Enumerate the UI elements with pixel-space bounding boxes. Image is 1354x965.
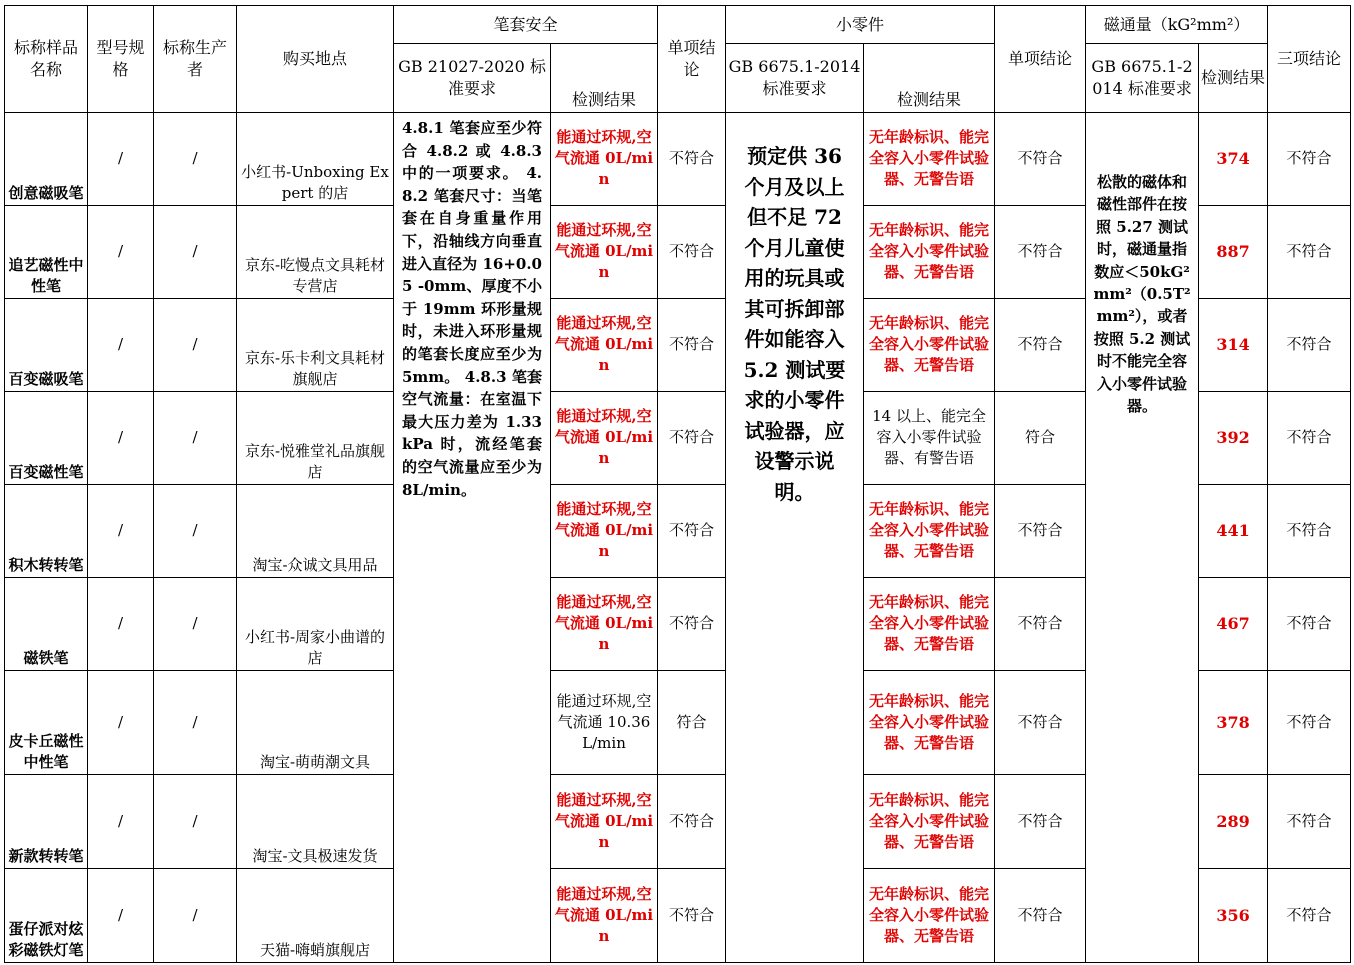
manufacturer-cell: / — [154, 775, 237, 869]
three-conclusion-cell: 不符合 — [1268, 670, 1351, 774]
header-small-parts: 小零件 — [726, 6, 995, 44]
small-parts-result-cell: 无年龄标识、能完全容入小零件试验器、无警告语 — [864, 868, 995, 962]
purchase-place-cell: 京东-悦雅堂礼品旗舰店 — [237, 391, 394, 484]
manufacturer-cell: / — [154, 298, 237, 391]
magnetic-flux-value-cell: 356 — [1199, 868, 1268, 962]
purchase-place-cell: 小红书-周家小曲谱的店 — [237, 577, 394, 670]
magnetic-flux-value-cell: 378 — [1199, 670, 1268, 774]
magnetic-requirement-cell: 松散的磁体和磁性部件在按照 5.27 测试时，磁通量指数应＜50kG²mm²（0.5T²mm²），或者按照 5.2 测试时不能完全容入小零件试验器。 — [1086, 113, 1199, 963]
magnetic-flux-value-cell: 887 — [1199, 205, 1268, 298]
magnetic-flux-value-cell: 374 — [1199, 113, 1268, 206]
manufacturer-cell: / — [154, 868, 237, 962]
header-magnetic-flux: 磁通量（kG²mm²） — [1086, 6, 1268, 44]
manufacturer-cell: / — [154, 577, 237, 670]
single-conclusion-2-cell: 不符合 — [995, 577, 1086, 670]
magnetic-flux-value-cell: 289 — [1199, 775, 1268, 869]
header-magnetic-standard: GB 6675.1-2014 标准要求 — [1086, 44, 1199, 113]
model-cell: / — [88, 868, 154, 962]
small-parts-result-cell: 无年龄标识、能完全容入小零件试验器、无警告语 — [864, 670, 995, 774]
header-model: 型号规格 — [88, 6, 154, 113]
pen-cap-result-cell: 能通过环规,空气流通 0L/min — [551, 113, 658, 206]
pen-cap-result-cell: 能通过环规,空气流通 0L/min — [551, 391, 658, 484]
model-cell: / — [88, 113, 154, 206]
pen-cap-result-cell: 能通过环规,空气流通 0L/min — [551, 868, 658, 962]
small-parts-result-cell: 无年龄标识、能完全容入小零件试验器、无警告语 — [864, 298, 995, 391]
pen-cap-result-cell: 能通过环规,空气流通 0L/min — [551, 484, 658, 577]
table-row — [5, 113, 1351, 206]
small-parts-result-cell: 无年龄标识、能完全容入小零件试验器、无警告语 — [864, 113, 995, 206]
single-conclusion-1-cell: 不符合 — [658, 298, 726, 391]
single-conclusion-1-cell: 符合 — [658, 670, 726, 774]
pen-cap-result-cell: 能通过环规,空气流通 10.36L/min — [551, 670, 658, 774]
three-conclusion-cell: 不符合 — [1268, 391, 1351, 484]
single-conclusion-2-cell: 不符合 — [995, 484, 1086, 577]
purchase-place-cell: 淘宝-文具极速发货 — [237, 775, 394, 869]
model-cell: / — [88, 205, 154, 298]
sample-name-cell: 新款转转笔 — [5, 775, 88, 869]
pen-cap-requirement-cell: 4.8.1 笔套应至少符合 4.8.2 或 4.8.3 中的一项要求。 4.8.2 笔套尺寸：当笔套在自身重量作用下，沿轴线方向垂直进入直径为 16+0.05 -0mm、厚度不小于 19mm 环形量规时，未进入环形量规的笔套长度应至少为 5mm。 4.8.3 笔套空气流量：在室温下最大压力差为 1.33kPa 时，流经笔套的空气流量应至少为 8L/min。 — [394, 113, 551, 963]
manufacturer-cell: / — [154, 391, 237, 484]
three-conclusion-cell: 不符合 — [1268, 298, 1351, 391]
three-conclusion-cell: 不符合 — [1268, 868, 1351, 962]
test-results-table — [4, 5, 1351, 963]
header-purchase-place: 购买地点 — [237, 6, 394, 113]
model-cell: / — [88, 391, 154, 484]
header-small-parts-standard: GB 6675.1-2014 标准要求 — [726, 44, 864, 113]
single-conclusion-2-cell: 不符合 — [995, 670, 1086, 774]
magnetic-flux-value-cell: 441 — [1199, 484, 1268, 577]
model-cell: / — [88, 298, 154, 391]
header-pen-cap-standard: GB 21027-2020 标准要求 — [394, 44, 551, 113]
single-conclusion-1-cell: 不符合 — [658, 484, 726, 577]
single-conclusion-2-cell: 符合 — [995, 391, 1086, 484]
sample-name-cell: 磁铁笔 — [5, 577, 88, 670]
sample-name-cell: 蛋仔派对炫彩磁铁灯笔 — [5, 868, 88, 962]
small-parts-result-cell: 无年龄标识、能完全容入小零件试验器、无警告语 — [864, 577, 995, 670]
single-conclusion-2-cell: 不符合 — [995, 205, 1086, 298]
single-conclusion-1-cell: 不符合 — [658, 113, 726, 206]
manufacturer-cell: / — [154, 113, 237, 206]
small-parts-result-cell: 无年龄标识、能完全容入小零件试验器、无警告语 — [864, 205, 995, 298]
pen-cap-result-cell: 能通过环规,空气流通 0L/min — [551, 298, 658, 391]
single-conclusion-1-cell: 不符合 — [658, 205, 726, 298]
sample-name-cell: 百变磁吸笔 — [5, 298, 88, 391]
single-conclusion-1-cell: 不符合 — [658, 577, 726, 670]
three-conclusion-cell: 不符合 — [1268, 775, 1351, 869]
header-pen-cap-safety: 笔套安全 — [394, 6, 658, 44]
sample-name-cell: 皮卡丘磁性中性笔 — [5, 670, 88, 774]
model-cell: / — [88, 577, 154, 670]
purchase-place-cell: 京东-乐卡利文具耗材旗舰店 — [237, 298, 394, 391]
sample-name-cell: 创意磁吸笔 — [5, 113, 88, 206]
three-conclusion-cell: 不符合 — [1268, 113, 1351, 206]
header-pen-cap-result: 检测结果 — [551, 44, 658, 113]
three-conclusion-cell: 不符合 — [1268, 484, 1351, 577]
small-parts-result-cell: 14 以上、能完全容入小零件试验器、有警告语 — [864, 391, 995, 484]
sample-name-cell: 追艺磁性中性笔 — [5, 205, 88, 298]
model-cell: / — [88, 484, 154, 577]
three-conclusion-cell: 不符合 — [1268, 205, 1351, 298]
header-single-conclusion-1: 单项结论 — [658, 6, 726, 113]
header-small-parts-result: 检测结果 — [864, 44, 995, 113]
model-cell: / — [88, 670, 154, 774]
header-three-conclusion: 三项结论 — [1268, 6, 1351, 113]
header-magnetic-result: 检测结果 — [1199, 44, 1268, 113]
pen-cap-result-cell: 能通过环规,空气流通 0L/min — [551, 577, 658, 670]
purchase-place-cell: 淘宝-众诚文具用品 — [237, 484, 394, 577]
small-parts-result-cell: 无年龄标识、能完全容入小零件试验器、无警告语 — [864, 484, 995, 577]
magnetic-flux-value-cell: 392 — [1199, 391, 1268, 484]
header-single-conclusion-2: 单项结论 — [995, 6, 1086, 113]
purchase-place-cell: 天猫-嗨蛸旗舰店 — [237, 868, 394, 962]
single-conclusion-1-cell: 不符合 — [658, 775, 726, 869]
header-manufacturer: 标称生产者 — [154, 6, 237, 113]
single-conclusion-2-cell: 不符合 — [995, 113, 1086, 206]
pen-cap-result-cell: 能通过环规,空气流通 0L/min — [551, 205, 658, 298]
single-conclusion-2-cell: 不符合 — [995, 868, 1086, 962]
small-parts-result-cell: 无年龄标识、能完全容入小零件试验器、无警告语 — [864, 775, 995, 869]
single-conclusion-1-cell: 不符合 — [658, 391, 726, 484]
header-sample-name: 标称样品名称 — [5, 6, 88, 113]
magnetic-flux-value-cell: 314 — [1199, 298, 1268, 391]
manufacturer-cell: / — [154, 205, 237, 298]
single-conclusion-2-cell: 不符合 — [995, 775, 1086, 869]
magnetic-flux-value-cell: 467 — [1199, 577, 1268, 670]
sample-name-cell: 积木转转笔 — [5, 484, 88, 577]
manufacturer-cell: / — [154, 670, 237, 774]
sample-name-cell: 百变磁性笔 — [5, 391, 88, 484]
purchase-place-cell: 淘宝-萌萌潮文具 — [237, 670, 394, 774]
three-conclusion-cell: 不符合 — [1268, 577, 1351, 670]
single-conclusion-1-cell: 不符合 — [658, 868, 726, 962]
pen-cap-result-cell: 能通过环规,空气流通 0L/min — [551, 775, 658, 869]
single-conclusion-2-cell: 不符合 — [995, 298, 1086, 391]
manufacturer-cell: / — [154, 484, 237, 577]
small-parts-requirement-cell: 预定供 36 个月及以上但不足 72 个月儿童使用的玩具或其可拆卸部件如能容入 5.2 测试要求的小零件试验器，应设警示说明。 — [726, 113, 864, 963]
purchase-place-cell: 小红书-Unboxing Expert 的店 — [237, 113, 394, 206]
model-cell: / — [88, 775, 154, 869]
purchase-place-cell: 京东-吃慢点文具耗材专营店 — [237, 205, 394, 298]
